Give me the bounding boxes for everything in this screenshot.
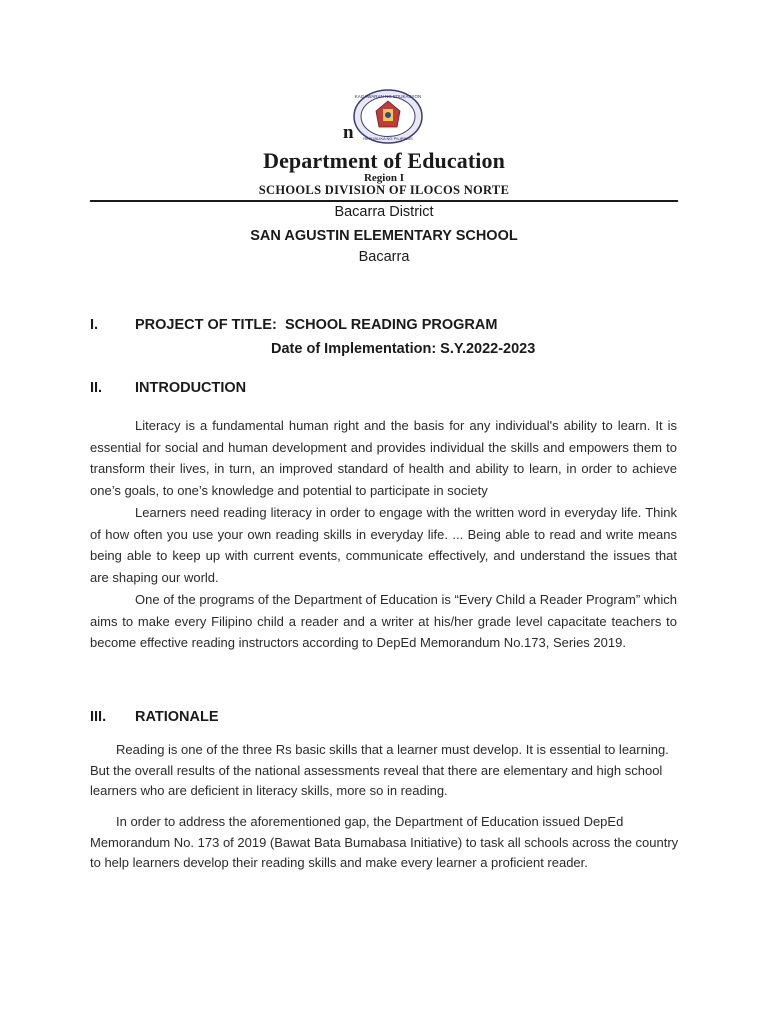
introduction-paragraph: Literacy is a fundamental human right and the basis for any individual's ability to learn. It is essential for social and human development and provides individual the skills and empowers them to transform their lives, in turn, an improved standard of health and ability to learn, in order to achieve one’s goals, to one’s knowledge and potential to participate in society bbox=[90, 418, 677, 499]
section-label: INTRODUCTION bbox=[135, 380, 247, 396]
school-name: SAN AGUSTIN ELEMENTARY SCHOOL bbox=[250, 228, 518, 244]
department-title: Department of Education bbox=[263, 148, 505, 173]
region-label: Region I bbox=[363, 172, 405, 184]
introduction-paragraph: One of the programs of the Department of Education is “Every Child a Reader Program” which aims to make every Filipino child a reader and a writer at his/her grade level capacitate teachers to become effective reading instructors according to DepEd Memorandum No.173, Series 2019. bbox=[90, 592, 677, 651]
division-label: SCHOOLS DIVISION OF ILOCOS NORTE bbox=[258, 183, 510, 197]
deped-seal bbox=[353, 89, 423, 144]
section-label: RATIONALE bbox=[135, 709, 219, 725]
rationale-paragraph: In order to address the aforementioned gap, the Department of Education issued DepEd Memorandum No. 173 of 2019 (Bawat Bata Bumabasa Initiative) to task all schools across the country to help learners develop their reading skills and make every learner a proficient reader. bbox=[90, 814, 679, 870]
stray-letter: n bbox=[343, 122, 354, 143]
seal-top-text: KAGAWARAN NG EDUKASYON bbox=[354, 94, 422, 99]
implementation-date: Date of Implementation: S.Y.2022-2023 bbox=[271, 341, 536, 357]
project-title-value: SCHOOL READING PROGRAM bbox=[285, 317, 498, 333]
seal-bottom-text: REPUBLIKA NG PILIPINAS bbox=[363, 136, 413, 141]
section-number: I. bbox=[90, 317, 99, 333]
header-divider bbox=[90, 200, 678, 202]
introduction-paragraph: Learners need reading literacy in order to engage with the written word in everyday life. Think of how often you use your own reading skills in everyday life. ... Being able to read and write means being able to keep up with current events, communicate effectively, and understand the issues that are shaping our world. bbox=[90, 505, 677, 586]
section-label: PROJECT OF TITLE: bbox=[135, 317, 277, 333]
rationale-paragraph: Reading is one of the three Rs basic skills that a learner must develop. It is essential to learning. But the overall results of the national assessments reveal that there are elementary and high school learners who are deficient in literacy skills, more so in reading. bbox=[90, 742, 669, 798]
section-number: II. bbox=[90, 380, 103, 396]
district-label: Bacarra District bbox=[334, 204, 434, 220]
town-label: Bacarra bbox=[358, 249, 410, 265]
section-number: III. bbox=[90, 709, 107, 725]
